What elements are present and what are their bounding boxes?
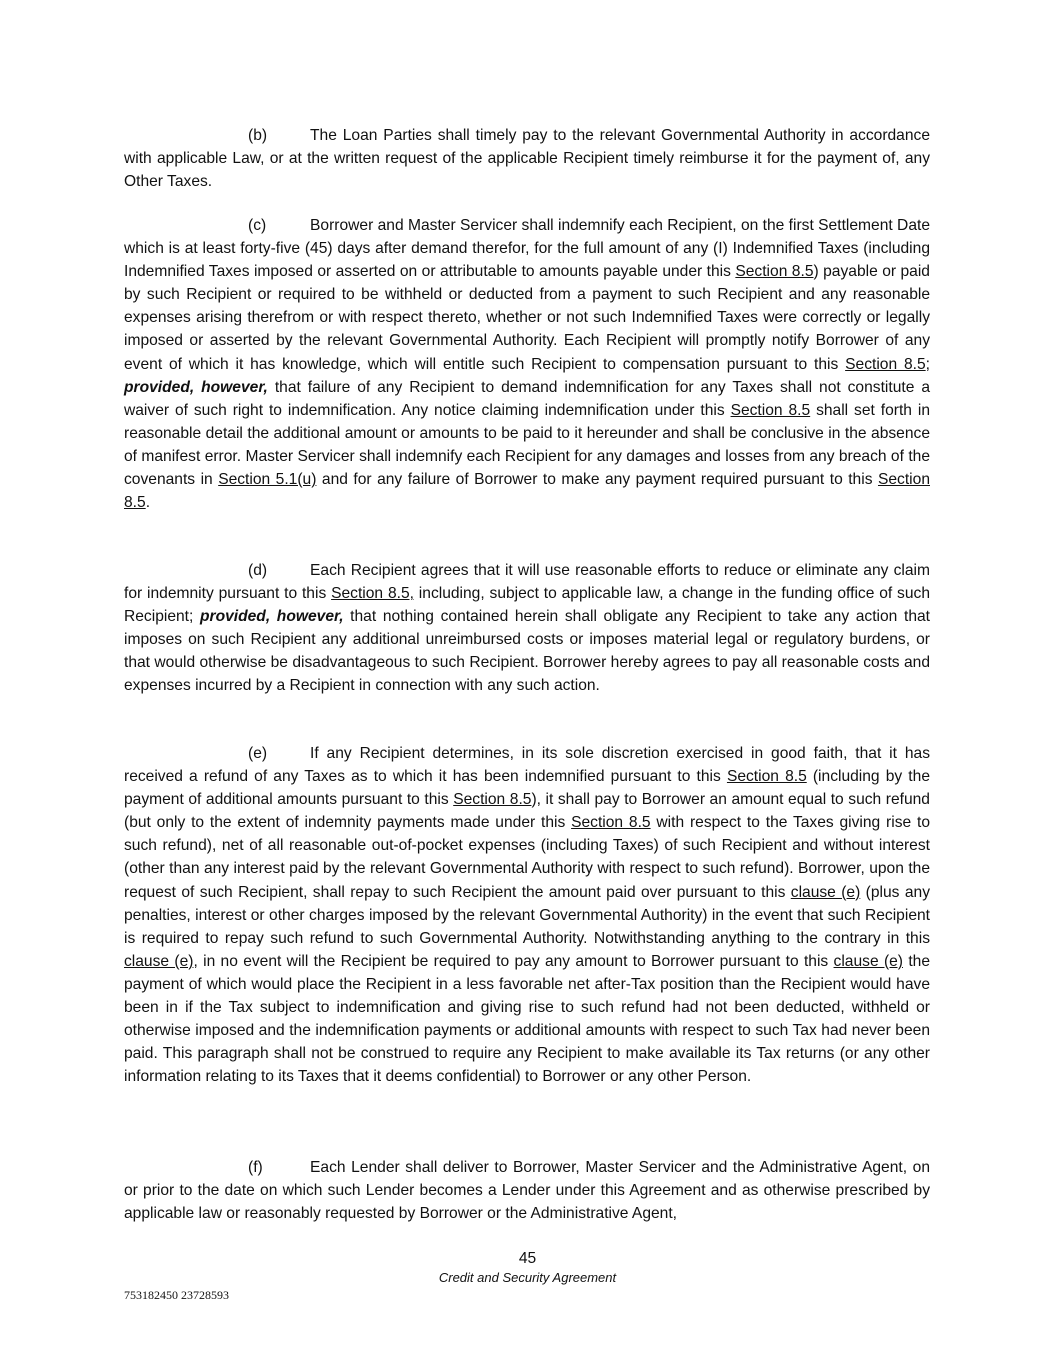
section-reference: clause (e) (124, 952, 194, 970)
paragraph-text-run: Each Lender shall deliver to Borrower, Master Servicer and the Administrative Agent, on or prior to the date on which such Lender becomes a Lender under this Agreement and as otherwise prescribed by applicable law or reasonably requested by Borrower or the Administrative Agent, (124, 1159, 930, 1223)
section-reference: Section 8.5 (735, 263, 814, 281)
paragraph-text-run: that nothing contained herein shall obligate any Recipient to take any action that imposes on such Recipient any additional unreimbursed costs or imposes material legal or regulatory burdens, or that would otherwise be disadvantageous to such Recipient. Borrower hereby agrees to pay all reasonable costs and expenses incurred by a Recipient in connection with any such action. (124, 608, 931, 695)
paragraph-c-text (124, 214, 930, 514)
paragraph-text-run: and for any failure of Borrower to make any payment required pursuant to this (316, 471, 878, 489)
section-reference: Section 8.5 (726, 768, 807, 786)
paragraph-d (124, 559, 930, 698)
footer-document-title: Credit and Security Agreement (438, 1270, 617, 1285)
proviso-emphasis: provided, however, (199, 608, 344, 626)
paragraph-b-label: (b) (248, 127, 268, 144)
paragraph-text-run: The Loan Parties shall timely pay to the relevant Governmental Authority in accordance with applicable Law, or at the written request of the applicable Recipient timely reimburse it for the payment of, any Other Taxes. (124, 127, 930, 191)
paragraph-e-body (124, 745, 930, 1085)
paragraph-text-run: (including by the payment of additional amounts pursuant to this (124, 768, 930, 809)
paragraph-text-run: shall set forth in reasonable detail the additional amount or amounts to be paid to it hereunder and shall be conclusive in the absence of manifest error. Master Servicer shall indemnify each Recipient for any damages and losses from any breach of the covenants in (124, 401, 931, 489)
section-reference: Section 8.5, (331, 585, 414, 603)
paragraph-text-run: that failure of any Recipient to demand indemnification for any Taxes shall not constitute a waiver of such right to indemnification. Any notice claiming indemnification under this (124, 378, 931, 419)
paragraph-b-body (124, 127, 930, 190)
paragraph-c (124, 214, 930, 514)
section-reference: Section 5.1(u) (218, 471, 317, 489)
paragraph-text-run: Borrower and Master Servicer shall indemnify each Recipient, on the first Settlement Date which is at least forty-five (45) days after demand therefor, for the full amount of any (I) Indemnified Taxes (including Indemnified Taxes imposed or asserted on or attributable to amounts payable under this (124, 217, 930, 281)
paragraph-c-label: (c) (248, 217, 267, 234)
section-reference: Section 8.5 (571, 814, 651, 832)
paragraph-e (124, 742, 930, 1088)
paragraph-text-run: If any Recipient determines, in its sole discretion exercised in good faith, that it has received a refund of any Taxes as to which it has been indemnified pursuant to this (124, 745, 930, 786)
paragraph-text-run: (plus any penalties, interest or other charges imposed by the relevant Governmental Authority) in the event that such Recipient is required to repay such refund to such Governmental Authority. Notwithstanding anything to the contrary in this (124, 883, 930, 947)
paragraph-text-run: the payment of which would place the Recipient in a less favorable net after-Tax position than the Recipient would have been in if the Tax subject to indemnification and giving rise to such refund had not been deducted, withheld or otherwise imposed and the indemnification payments or additional amounts with respect to such Tax had never been paid. This paragraph shall not be construed to require any Recipient to make available its Tax returns (or any other information relating to its Taxes that it deems confidential) to Borrower or any other Person. (124, 952, 930, 1086)
paragraph-text-run: including, subject to applicable law, a change in the funding office of such Recipient; (124, 585, 930, 626)
paragraph-b-text (124, 124, 930, 193)
paragraph-text-run: ; (925, 355, 930, 373)
paragraph-d-text (124, 559, 930, 698)
paragraph-text-run: with respect to the Taxes giving rise to such refund), net of all reasonable out-of-pocket expenses (including Taxes) of such Recipient and without interest (other than any interest paid by the relevant Governmental Authority with respect to such refund). Borrower, upon the request of such Recipient, shall repay to such Recipient the amount paid over pursuant to this (124, 814, 930, 901)
paragraph-e-text (124, 742, 930, 1088)
paragraph-f (124, 1156, 930, 1225)
section-reference: Section 8.5 (453, 791, 532, 809)
paragraph-f-text (124, 1156, 930, 1225)
section-reference: clause (e) (790, 883, 861, 901)
paragraph-text-run: ) payable or paid by such Recipient or required to be withheld or deducted from a payment to such Recipient and any reasonable expenses arising therefrom or with respect thereto, whether or not such Indemnified Taxes were correctly or legally imposed or asserted by the relevant Governmental Authority. Each Recipient will promptly notify Borrower of any event of which it has knowledge, which will entitle such Recipient to compensation pursuant to this (124, 263, 930, 373)
section-reference: Section 8.5 (730, 401, 811, 419)
paragraph-text-run: . (145, 494, 151, 512)
paragraph-b (124, 124, 930, 193)
paragraph-e-label: (e) (248, 745, 268, 762)
section-reference: Section 8.5 (124, 471, 930, 512)
footer-document-id: 753182450 23728593 (124, 1288, 229, 1302)
paragraph-d-body (124, 562, 930, 694)
section-reference: Section 8.5 (845, 355, 926, 373)
paragraph-f-label: (f) (248, 1159, 263, 1176)
paragraph-text-run: ), it shall pay to Borrower an amount equal to such refund (but only to the extent of indemnity payments made under this (124, 791, 930, 832)
paragraph-text-run: Each Recipient agrees that it will use reasonable efforts to reduce or eliminate any claim for indemnity pursuant to this (124, 562, 930, 603)
paragraph-f-body (124, 1159, 930, 1222)
paragraph-c-body (124, 217, 930, 511)
proviso-emphasis: provided, however, (124, 378, 268, 396)
paragraph-text-run: , in no event will the Recipient be required to pay any amount to Borrower pursuant to this (193, 952, 834, 970)
section-reference: clause (e) (833, 952, 903, 970)
page-number: 45 (518, 1250, 537, 1267)
paragraph-d-label: (d) (248, 562, 268, 579)
